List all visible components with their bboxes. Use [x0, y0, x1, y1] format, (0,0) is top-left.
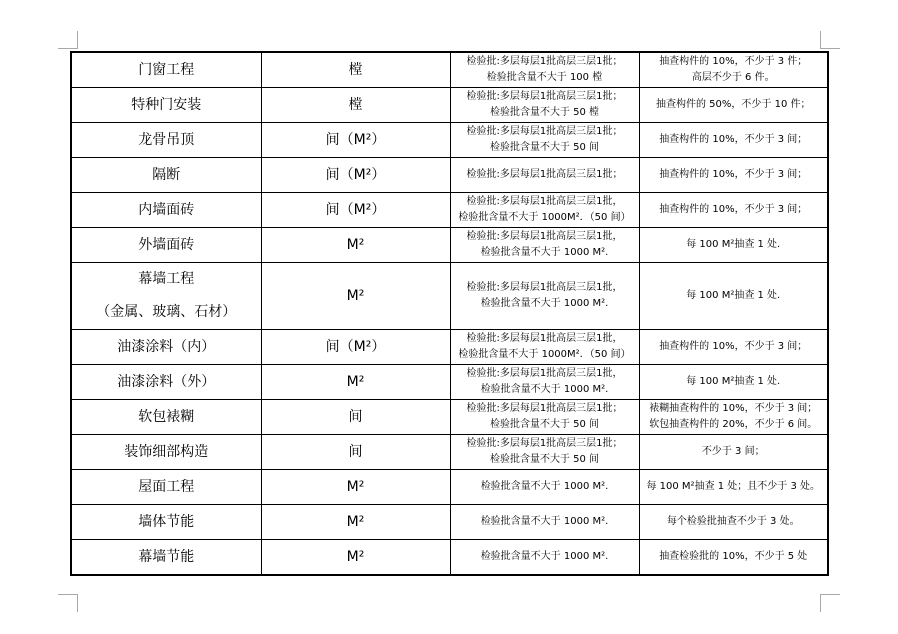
- sampling-rule-cell: [639, 435, 828, 470]
- sampling-rule-cell: [639, 228, 828, 263]
- sampling-rule-line: 抽查构件的 10%，不少于 3 件；: [659, 56, 808, 67]
- batch-rule-cell: [450, 228, 639, 263]
- sampling-rule-line: 裱糊抽查构件的 10%，不少于 3 间；: [649, 403, 818, 414]
- crop-mark-bottom-right: [820, 594, 840, 612]
- batch-rule-cell: [450, 88, 639, 123]
- project-name-cell: [71, 365, 261, 400]
- batch-rule-line: 检验批:多层每层1批高层三层1批，: [466, 231, 623, 242]
- project-name: 幕墙工程: [138, 271, 195, 287]
- batch-rule-line: 检验批:多层每层1批高层三层1批；: [466, 438, 623, 449]
- batch-rule-line: 检验批:多层每层1批高层三层1批；: [466, 169, 623, 180]
- sampling-rule-line: 抽查构件的 10%，不少于 3 间；: [659, 204, 808, 215]
- sampling-rule-cell: [639, 193, 828, 228]
- unit-value: M²: [346, 374, 365, 390]
- unit-cell: [261, 88, 450, 123]
- unit-value: 间（M²）: [325, 132, 386, 148]
- sampling-rule-line: 高层不少于 6 件。: [691, 72, 775, 83]
- unit-cell: [261, 193, 450, 228]
- sampling-rule-line: 抽查构件的 50%，不少于 10 件；: [656, 99, 811, 110]
- table-row: [71, 435, 828, 470]
- table-row: [71, 193, 828, 228]
- batch-rule-line: 检验批:多层每层1批高层三层1批；: [466, 91, 623, 102]
- project-name-cell: [71, 158, 261, 193]
- unit-value: 间: [348, 409, 363, 425]
- batch-rule-line: 检验批:多层每层1批高层三层1批，: [466, 196, 623, 207]
- table-row: [71, 158, 828, 193]
- table-row: [71, 400, 828, 435]
- batch-rule-cell: [450, 400, 639, 435]
- sampling-rule-line: 每 100 M²抽查 1 处.: [686, 290, 781, 301]
- unit-cell: [261, 540, 450, 576]
- batch-rule-line: 检验批含量不大于 1000 M².: [480, 247, 609, 258]
- project-name: 软包裱糊: [138, 408, 195, 425]
- sampling-rule-cell: [639, 88, 828, 123]
- unit-cell: [261, 263, 450, 330]
- batch-rule-line: 检验批含量不大于 1000M²．（50 间）: [458, 349, 631, 360]
- sampling-rule-line: 抽查构件的 10%，不少于 3 间；: [659, 134, 808, 145]
- unit-cell: [261, 435, 450, 470]
- batch-rule-line: 检验批含量不大于 1000 M².: [480, 516, 609, 527]
- batch-rule-line: 检验批含量不大于 50 间: [489, 454, 600, 465]
- project-name: 特种门安装: [131, 96, 202, 113]
- batch-rule-line: 检验批含量不大于 50 间: [489, 142, 600, 153]
- table-row: [71, 470, 828, 505]
- batch-rule-cell: [450, 52, 639, 88]
- sampling-rule-cell: [639, 52, 828, 88]
- sampling-rule-line: 不少于 3 间；: [701, 446, 765, 457]
- sampling-rule-line: 每 100 M²抽查 1 处.: [686, 239, 781, 250]
- batch-rule-cell: [450, 470, 639, 505]
- unit-cell: [261, 330, 450, 365]
- table-row: [71, 228, 828, 263]
- project-name: 门窗工程: [138, 61, 195, 78]
- table-row: [71, 540, 828, 576]
- batch-rule-cell: [450, 540, 639, 576]
- batch-rule-cell: [450, 435, 639, 470]
- project-name: 油漆涂料（外）: [117, 373, 216, 390]
- unit-cell: [261, 52, 450, 88]
- sampling-rule-line: 抽查检验批的 10%，不少于 5 处: [659, 551, 808, 562]
- unit-value: 间（M²）: [325, 167, 386, 183]
- crop-mark-top-right: [820, 31, 840, 49]
- unit-cell: [261, 505, 450, 540]
- crop-mark-top-left: [58, 31, 78, 49]
- batch-rule-cell: [450, 123, 639, 158]
- project-name-cell: [71, 400, 261, 435]
- project-name-cell: [71, 470, 261, 505]
- sampling-rule-cell: [639, 263, 828, 330]
- unit-value: 间（M²）: [325, 339, 386, 355]
- sampling-rule-line: 每个检验批抽查不少于 3 处。: [666, 516, 800, 527]
- sampling-rule-cell: [639, 365, 828, 400]
- project-name-cell: [71, 540, 261, 576]
- inspection-table-body: [71, 52, 828, 575]
- unit-value: M²: [346, 479, 365, 495]
- project-name: 幕墙节能: [138, 548, 195, 565]
- table-row: [71, 123, 828, 158]
- project-name-cell: [71, 123, 261, 158]
- unit-cell: [261, 158, 450, 193]
- project-name: 隔断: [152, 166, 181, 183]
- sampling-rule-line: 软包抽查构件的 20%，不少于 6 间。: [649, 419, 818, 430]
- sampling-rule-line: 抽查构件的 10%，不少于 3 间；: [659, 169, 808, 180]
- sampling-rule-cell: [639, 540, 828, 576]
- project-name-cell: [71, 263, 261, 330]
- batch-rule-cell: [450, 330, 639, 365]
- project-name: 龙骨吊顶: [138, 131, 195, 148]
- project-name: 墙体节能: [138, 513, 195, 530]
- batch-rule-cell: [450, 263, 639, 330]
- project-name: 装饰细部构造: [124, 443, 209, 460]
- unit-value: 樘: [348, 62, 363, 78]
- batch-rule-line: 检验批:多层每层1批高层三层1批，: [466, 333, 623, 344]
- project-name-cell: [71, 193, 261, 228]
- table-row: [71, 52, 828, 88]
- table-row: [71, 88, 828, 123]
- batch-rule-line: 检验批:多层每层1批高层三层1批；: [466, 126, 623, 137]
- sampling-rule-cell: [639, 470, 828, 505]
- sampling-rule-line: 每 100 M²抽查 1 处；且不少于 3 处。: [646, 481, 821, 492]
- unit-cell: [261, 228, 450, 263]
- project-name-cell: [71, 88, 261, 123]
- sampling-rule-cell: [639, 158, 828, 193]
- batch-rule-cell: [450, 193, 639, 228]
- sampling-rule-cell: [639, 330, 828, 365]
- project-name: 油漆涂料（内）: [117, 338, 216, 355]
- table-row: [71, 263, 828, 330]
- unit-value: 间: [348, 444, 363, 460]
- sampling-rule-cell: [639, 400, 828, 435]
- table-row: [71, 365, 828, 400]
- batch-rule-line: 检验批含量不大于 1000 M².: [480, 298, 609, 309]
- crop-mark-bottom-left: [58, 594, 78, 612]
- project-name-cell: [71, 52, 261, 88]
- batch-rule-line: 检验批含量不大于 1000 M².: [480, 384, 609, 395]
- batch-rule-line: 检验批:多层每层1批高层三层1批，: [466, 368, 623, 379]
- project-name-cell: [71, 505, 261, 540]
- unit-cell: [261, 400, 450, 435]
- batch-rule-line: 检验批含量不大于 1000 M².: [480, 481, 609, 492]
- batch-rule-line: 检验批含量不大于 1000M²．（50 间）: [458, 212, 631, 223]
- batch-rule-cell: [450, 158, 639, 193]
- sampling-rule-line: 每 100 M²抽查 1 处.: [686, 376, 781, 387]
- batch-rule-line: 检验批含量不大于 50 间: [489, 419, 600, 430]
- batch-rule-cell: [450, 365, 639, 400]
- batch-rule-cell: [450, 505, 639, 540]
- unit-value: M²: [346, 288, 365, 304]
- project-name: 屋面工程: [138, 478, 195, 495]
- table-row: [71, 505, 828, 540]
- project-name-cell: [71, 435, 261, 470]
- project-name-cell: [71, 228, 261, 263]
- inspection-table: [70, 51, 829, 576]
- unit-cell: [261, 470, 450, 505]
- unit-value: M²: [346, 237, 365, 253]
- batch-rule-line: 检验批含量不大于 100 樘: [486, 72, 603, 83]
- unit-value: 樘: [348, 97, 363, 113]
- sampling-rule-line: 抽查构件的 10%，不少于 3 间；: [659, 341, 808, 352]
- unit-cell: [261, 123, 450, 158]
- batch-rule-line: 检验批:多层每层1批高层三层1批；: [466, 403, 623, 414]
- project-name: 内墙面砖: [138, 201, 195, 218]
- project-name: （金属、玻璃、石材）: [96, 304, 237, 320]
- unit-value: M²: [346, 514, 365, 530]
- project-name: 外墙面砖: [138, 236, 195, 253]
- table-row: [71, 330, 828, 365]
- batch-rule-line: 检验批含量不大于 50 樘: [489, 107, 600, 118]
- batch-rule-line: 检验批:多层每层1批高层三层1批；: [466, 56, 623, 67]
- unit-value: M²: [346, 549, 365, 565]
- project-name-cell: [71, 330, 261, 365]
- unit-cell: [261, 365, 450, 400]
- sampling-rule-cell: [639, 123, 828, 158]
- sampling-rule-cell: [639, 505, 828, 540]
- batch-rule-line: 检验批:多层每层1批高层三层1批，: [466, 282, 623, 293]
- unit-value: 间（M²）: [325, 202, 386, 218]
- batch-rule-line: 检验批含量不大于 1000 M².: [480, 551, 609, 562]
